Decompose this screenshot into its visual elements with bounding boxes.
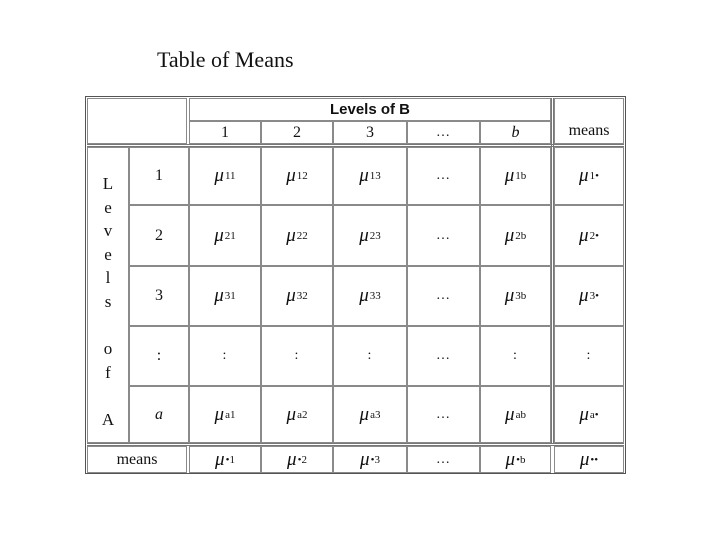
cell-mean: : bbox=[333, 326, 407, 386]
mu-symbol: μ bbox=[504, 224, 515, 246]
cell-mean: … bbox=[407, 386, 480, 443]
mu-symbol: μ bbox=[359, 285, 369, 306]
cell-mean bbox=[333, 386, 407, 443]
mean-subscript: 3b bbox=[515, 290, 527, 302]
mean-subscript: •• bbox=[590, 453, 599, 466]
cell-mean bbox=[189, 205, 261, 266]
factor-a-letter: v bbox=[103, 221, 113, 241]
mu-symbol: μ bbox=[505, 448, 516, 470]
mean-subscript: 23 bbox=[369, 229, 381, 242]
mu-symbol: μ bbox=[579, 285, 589, 306]
row-label-a: a bbox=[129, 386, 189, 443]
cell-mean bbox=[333, 266, 407, 326]
mean-subscript: 31 bbox=[224, 290, 236, 302]
mu-symbol: μ bbox=[286, 165, 296, 186]
mean-subscript: 33 bbox=[369, 290, 381, 302]
mu-symbol: μ bbox=[579, 224, 589, 246]
cell-mean bbox=[261, 386, 333, 443]
marginal-mean: … bbox=[407, 446, 480, 473]
col-header-b: b bbox=[480, 121, 551, 144]
page-title: Table of Means bbox=[157, 47, 294, 72]
cell-mean bbox=[189, 147, 261, 205]
mean-subscript: a• bbox=[589, 408, 599, 421]
col-header-ellipsis: … bbox=[407, 121, 480, 144]
mu-symbol: μ bbox=[504, 165, 515, 186]
cell-mean bbox=[261, 147, 333, 205]
mean-subscript: •2 bbox=[297, 453, 307, 466]
factor-a-letter: e bbox=[104, 244, 112, 264]
mu-symbol: μ bbox=[214, 165, 224, 186]
cell-mean: … bbox=[407, 205, 480, 266]
factor-a-vertical-label bbox=[100, 172, 116, 432]
factor-a-letter: L bbox=[102, 174, 114, 193]
row-label-a: 2 bbox=[129, 205, 189, 266]
mean-subscript: a3 bbox=[370, 408, 381, 421]
cell-mean: : bbox=[261, 326, 333, 386]
mu-symbol: μ bbox=[214, 285, 224, 306]
factor-a-letter: f bbox=[105, 362, 111, 382]
means-row-label: means bbox=[87, 446, 187, 473]
mean-subscript: 1b bbox=[515, 170, 527, 182]
col-header-2: 2 bbox=[261, 121, 333, 144]
mean-subscript: •3 bbox=[370, 453, 380, 466]
cell-mean: … bbox=[407, 266, 480, 326]
cell-mean: … bbox=[407, 326, 480, 386]
means-column-header: means bbox=[554, 98, 624, 144]
factor-a-letter bbox=[100, 314, 116, 338]
cell-mean bbox=[333, 147, 407, 205]
marginal-mean bbox=[189, 446, 261, 473]
factor-a-letter bbox=[100, 384, 116, 408]
corner-cell bbox=[87, 98, 187, 144]
cell-mean bbox=[261, 205, 333, 266]
cell-mean bbox=[189, 386, 261, 443]
marginal-mean bbox=[333, 446, 407, 473]
mu-symbol: μ bbox=[360, 448, 370, 470]
cell-mean: : bbox=[480, 326, 551, 386]
mean-subscript: 22 bbox=[296, 229, 308, 242]
mu-symbol: μ bbox=[505, 403, 515, 425]
mu-symbol: μ bbox=[214, 403, 225, 425]
cell-mean bbox=[480, 266, 551, 326]
cell-mean bbox=[261, 266, 333, 326]
mu-symbol: μ bbox=[359, 165, 369, 186]
row-label-a: 1 bbox=[129, 147, 189, 205]
mu-symbol: μ bbox=[359, 224, 369, 246]
mean-subscript: 12 bbox=[296, 170, 308, 182]
mean-subscript: 32 bbox=[296, 290, 308, 302]
cell-mean bbox=[333, 205, 407, 266]
mean-subscript: 3• bbox=[589, 290, 599, 302]
mean-subscript: a1 bbox=[225, 408, 236, 421]
row-label-a: : bbox=[129, 326, 189, 386]
mu-symbol: μ bbox=[286, 285, 296, 306]
cell-mean bbox=[554, 147, 624, 205]
marginal-mean bbox=[480, 446, 551, 473]
cell-mean bbox=[480, 147, 551, 205]
cell-mean bbox=[480, 205, 551, 266]
mean-subscript: a2 bbox=[297, 408, 308, 421]
marginal-mean bbox=[554, 446, 624, 473]
cell-mean bbox=[554, 266, 624, 326]
mean-subscript: 1• bbox=[589, 170, 599, 182]
mean-subscript: •1 bbox=[225, 453, 235, 466]
row-label-a: 3 bbox=[129, 266, 189, 326]
factor-a-letter: o bbox=[103, 339, 113, 359]
levels-of-b-header: Levels of B bbox=[189, 98, 551, 121]
marginal-mean bbox=[261, 446, 333, 473]
mu-symbol: μ bbox=[286, 224, 296, 246]
cell-mean bbox=[189, 266, 261, 326]
factor-a-letter: l bbox=[105, 268, 111, 288]
mean-subscript: 2b bbox=[515, 229, 527, 242]
mu-symbol: μ bbox=[287, 448, 297, 470]
mu-symbol: μ bbox=[504, 285, 515, 306]
col-header-3: 3 bbox=[333, 121, 407, 144]
factor-a-letter: s bbox=[104, 291, 112, 311]
cell-mean bbox=[480, 386, 551, 443]
factor-a-letter: A bbox=[101, 409, 115, 429]
cell-mean bbox=[554, 205, 624, 266]
mean-subscript: 11 bbox=[224, 170, 236, 182]
mu-symbol: μ bbox=[286, 403, 297, 425]
mu-symbol: μ bbox=[214, 224, 224, 246]
col-header-1: 1 bbox=[189, 121, 261, 144]
mean-subscript: 21 bbox=[224, 229, 236, 242]
cell-mean: … bbox=[407, 147, 480, 205]
cell-mean: : bbox=[554, 326, 624, 386]
mu-symbol: μ bbox=[359, 403, 370, 425]
mean-subscript: •b bbox=[516, 453, 526, 466]
mu-symbol: μ bbox=[215, 448, 225, 470]
mean-subscript: 2• bbox=[589, 229, 599, 242]
mu-symbol: μ bbox=[579, 448, 590, 470]
cell-mean: : bbox=[189, 326, 261, 386]
mean-subscript: ab bbox=[515, 408, 526, 421]
factor-a-letter: e bbox=[104, 197, 112, 217]
mean-subscript: 13 bbox=[369, 170, 381, 182]
mu-symbol: μ bbox=[579, 165, 589, 186]
cell-mean bbox=[554, 386, 624, 443]
mu-symbol: μ bbox=[579, 403, 589, 425]
